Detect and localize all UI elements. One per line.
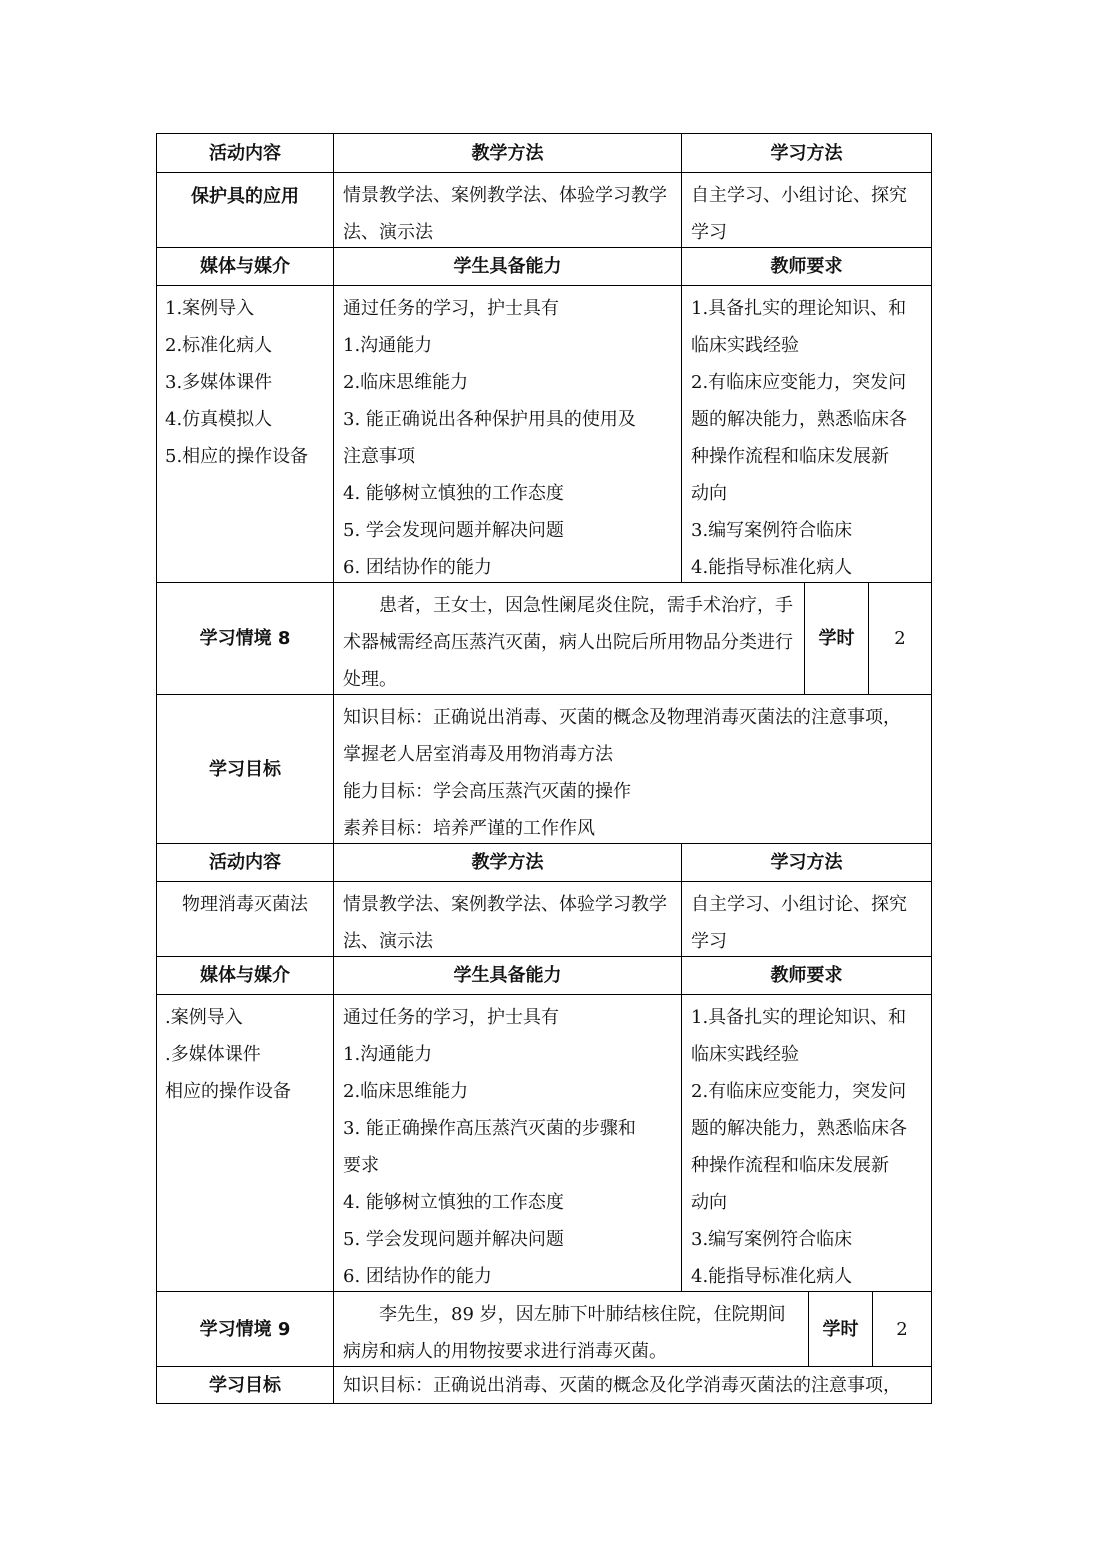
activity-cell: 保护具的应用 xyxy=(157,173,334,248)
header-abilities: 学生具备能力 xyxy=(334,248,682,286)
ability-item: 2.临床思维能力 xyxy=(343,1081,469,1102)
teacher-req-item: 4.能指导标准化病人 xyxy=(691,557,853,578)
teacher-req-item: 2.有临床应变能力，突发问 xyxy=(691,372,907,393)
header-teaching-method-2: 教学方法 xyxy=(334,844,682,882)
teacher-req-item: 2.有临床应变能力，突发问 xyxy=(691,1081,907,1102)
header-media: 媒体与媒介 xyxy=(157,248,334,286)
teacher-req-item: 动向 xyxy=(691,483,727,504)
header-learning-method-2: 学习方法 xyxy=(682,844,932,882)
media-item: 4.仿真模拟人 xyxy=(165,409,273,430)
course-table xyxy=(156,133,932,1404)
ability-item: 通过任务的学习，护士具有 xyxy=(343,298,559,319)
abilities-list xyxy=(334,286,682,583)
teacher-req-item: 动向 xyxy=(691,1192,727,1213)
teaching-method-cell-2: 情景教学法、案例教学法、体验学习教学法、演示法 xyxy=(334,882,682,957)
goals-9-label: 学习目标 xyxy=(157,1367,334,1404)
ability-item: 2.临床思维能力 xyxy=(343,372,469,393)
teacher-req-item: 1.具备扎实的理论知识、和 xyxy=(691,1007,907,1028)
ability-item: 注意事项 xyxy=(343,446,415,467)
teacher-req-item: 1.具备扎实的理论知识、和 xyxy=(691,298,907,319)
header-learning-method: 学习方法 xyxy=(682,134,932,173)
ability-item: 4. 能够树立慎独的工作态度 xyxy=(343,1192,564,1213)
media-item: 1.案例导入 xyxy=(165,298,255,319)
learning-method-cell: 自主学习、小组讨论、探究学习 xyxy=(682,173,932,248)
media-list xyxy=(157,286,334,583)
ability-item: 6. 团结协作的能力 xyxy=(343,1266,492,1287)
ability-item: 5. 学会发现问题并解决问题 xyxy=(343,1229,564,1250)
goal-item: 能力目标：学会高压蒸汽灭菌的操作 xyxy=(343,781,631,802)
ability-item: 4. 能够树立慎独的工作态度 xyxy=(343,483,564,504)
situation-8-label: 学习情境 8 xyxy=(157,583,334,695)
header-teacher-req-2: 教师要求 xyxy=(682,957,932,995)
teacher-req-item: 3.编写案例符合临床 xyxy=(691,1229,853,1250)
ability-item: 3. 能正确说出各种保护用具的使用及 xyxy=(343,409,636,430)
teacher-req-item: 3.编写案例符合临床 xyxy=(691,520,853,541)
header-activity: 活动内容 xyxy=(157,134,334,173)
ability-item: 6. 团结协作的能力 xyxy=(343,557,492,578)
teacher-req-item: 临床实践经验 xyxy=(691,1044,799,1065)
teacher-req-list xyxy=(682,286,932,583)
situation-8-hours-label: 学时 xyxy=(805,583,869,695)
situation-9-label: 学习情境 9 xyxy=(157,1292,334,1367)
ability-item: 1.沟通能力 xyxy=(343,1044,433,1065)
media-item: 3.多媒体课件 xyxy=(165,372,273,393)
ability-item: 3. 能正确操作高压蒸汽灭菌的步骤和 xyxy=(343,1118,636,1139)
goal-item: 知识目标：正确说出消毒、灭菌的概念及物理消毒灭菌法的注意事项， xyxy=(343,707,901,728)
goal-item: 掌握老人居室消毒及用物消毒方法 xyxy=(343,744,613,765)
goals-8-label: 学习目标 xyxy=(157,695,334,844)
situation-9-text: 李先生，89 岁，因左肺下叶肺结核住院，住院期间病房和病人的用物按要求进行消毒灭菌。 xyxy=(334,1292,809,1367)
situation-9-hours: 2 xyxy=(873,1292,932,1367)
goals-9-list xyxy=(334,1367,932,1404)
media-item: 5.相应的操作设备 xyxy=(165,446,309,467)
ability-item: 5. 学会发现问题并解决问题 xyxy=(343,520,564,541)
situation-8-text: 患者，王女士，因急性阑尾炎住院，需手术治疗，手术器械需经高压蒸汽灭菌，病人出院后所用物品分类进行处理。 xyxy=(334,583,805,695)
situation-9-hours-label: 学时 xyxy=(809,1292,873,1367)
goal-item: 素养目标：培养严谨的工作作风 xyxy=(343,818,595,839)
activity-cell-2: 物理消毒灭菌法 xyxy=(157,882,334,957)
ability-item: 通过任务的学习，护士具有 xyxy=(343,1007,559,1028)
header-media-2: 媒体与媒介 xyxy=(157,957,334,995)
goal-item: 知识目标：正确说出消毒、灭菌的概念及化学消毒灭菌法的注意事项， xyxy=(343,1375,901,1396)
teacher-req-item: 种操作流程和临床发展新 xyxy=(691,446,889,467)
ability-item: 1.沟通能力 xyxy=(343,335,433,356)
header-abilities-2: 学生具备能力 xyxy=(334,957,682,995)
header-activity-2: 活动内容 xyxy=(157,844,334,882)
abilities-list-2 xyxy=(334,995,682,1292)
header-teaching-method: 教学方法 xyxy=(334,134,682,173)
teacher-req-item: 4.能指导标准化病人 xyxy=(691,1266,853,1287)
learning-method-cell-2: 自主学习、小组讨论、探究学习 xyxy=(682,882,932,957)
teacher-req-list-2 xyxy=(682,995,932,1292)
teacher-req-item: 临床实践经验 xyxy=(691,335,799,356)
media-item: .多媒体课件 xyxy=(165,1044,261,1065)
media-item: 相应的操作设备 xyxy=(165,1081,291,1102)
media-list-2 xyxy=(157,995,334,1292)
header-teacher-req: 教师要求 xyxy=(682,248,932,286)
ability-item: 要求 xyxy=(343,1155,379,1176)
teacher-req-item: 种操作流程和临床发展新 xyxy=(691,1155,889,1176)
goals-8-list xyxy=(334,695,932,844)
teaching-method-cell: 情景教学法、案例教学法、体验学习教学法、演示法 xyxy=(334,173,682,248)
media-item: .案例导入 xyxy=(165,1007,243,1028)
teacher-req-item: 题的解决能力，熟悉临床各 xyxy=(691,409,907,430)
media-item: 2.标准化病人 xyxy=(165,335,273,356)
teacher-req-item: 题的解决能力，熟悉临床各 xyxy=(691,1118,907,1139)
situation-8-hours: 2 xyxy=(869,583,932,695)
